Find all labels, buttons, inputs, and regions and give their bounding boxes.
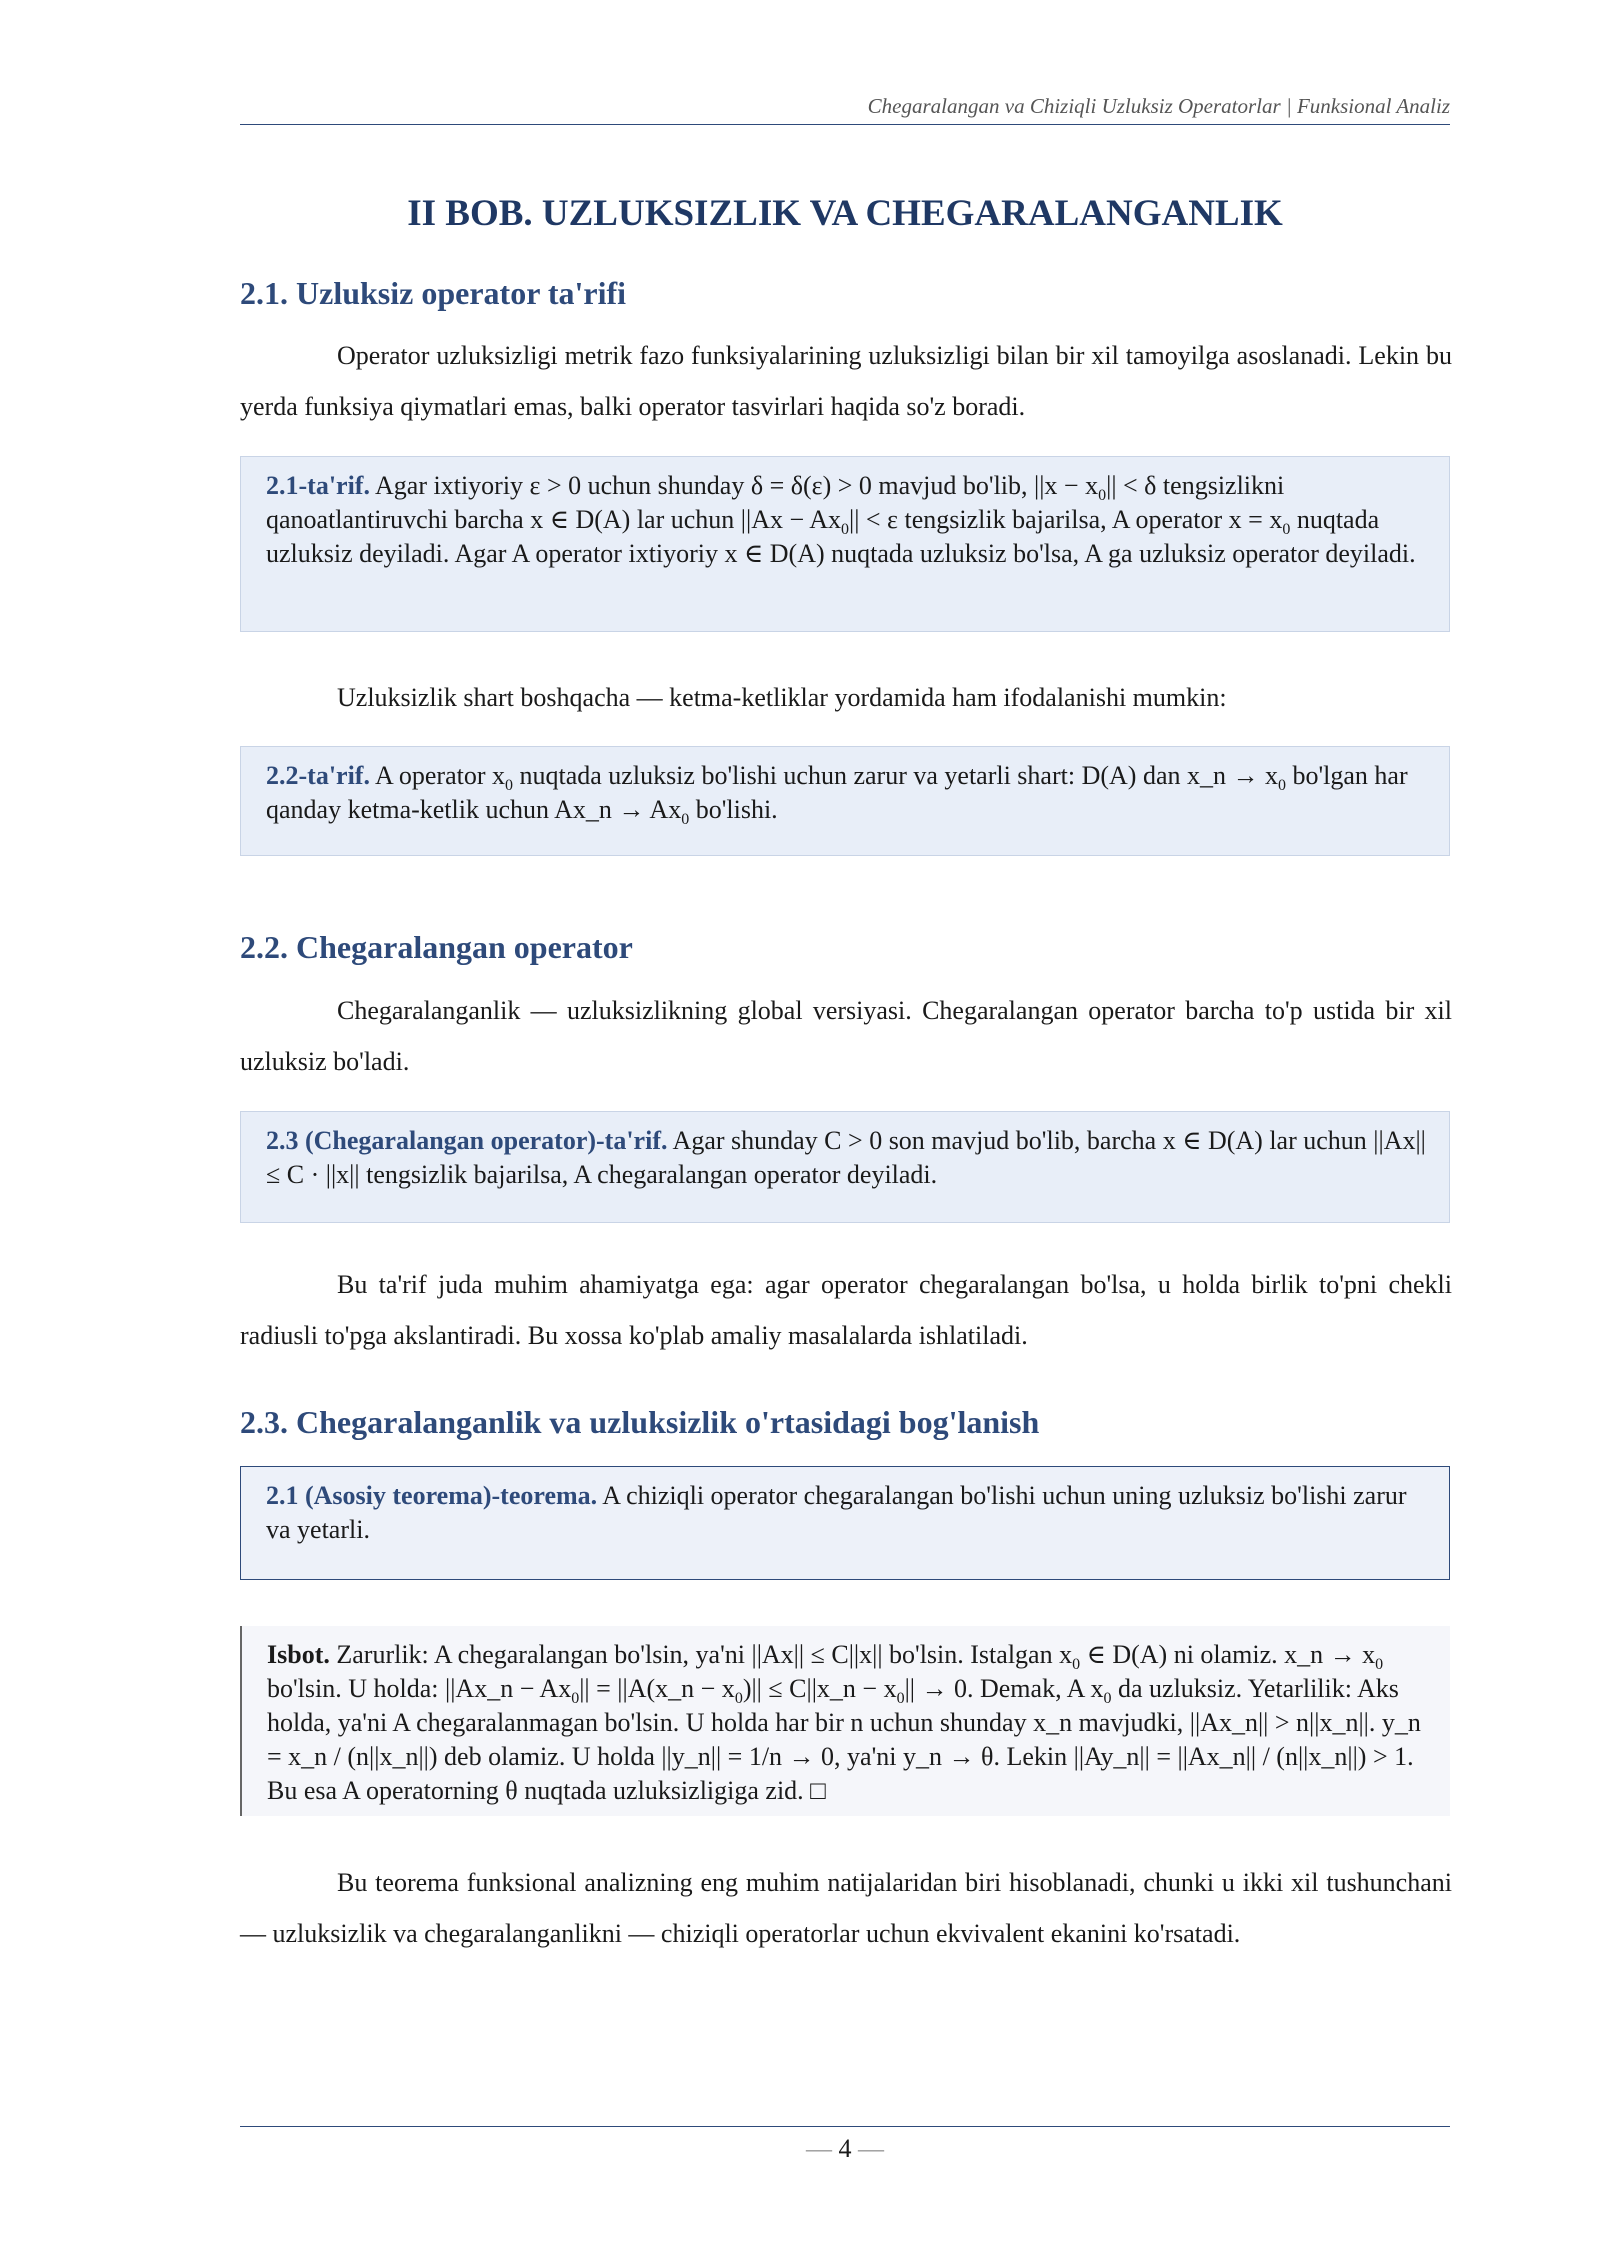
theorem-text: A chiziqli operator chegaralangan bo'lishi uchun uning uzluksiz bo'lishi zarur va yetarli. [266, 1481, 1407, 1544]
header-rule [240, 124, 1450, 125]
section-heading-2-2: 2.2. Chegaralangan operator [240, 929, 633, 965]
subscript: 0 [1282, 521, 1291, 539]
section-2-1-intro: Operator uzluksizligi metrik fazo funksiyalarining uzluksizligi bilan bir xil tamoyilga asoslanadi. Lekin bu yerda funksiya qiymatlari emas, balki operator tasvirlari haqida so'z boradi. [240, 341, 1452, 421]
definition-text: bo'lishi. [689, 795, 778, 824]
proof-text: ∈ D(A) ni olamiz. x_n → x [1080, 1640, 1376, 1669]
subscript: 0 [734, 1690, 743, 1708]
subscript: 0 [1375, 1656, 1384, 1674]
proof-text: || → 0. Demak, A x [904, 1674, 1104, 1703]
section-2-2-intro: Chegaralanganlik — uzluksizlikning global versiyasi. Chegaralangan operator barcha to'p ustida bir xil uzluksiz bo'ladi. [240, 996, 1452, 1076]
section-heading-2-3: 2.3. Chegaralanganlik va uzluksizlik o'rtasidagi bog'lanish [240, 1404, 1040, 1440]
footer-rule [240, 2126, 1450, 2127]
definition-text: nuqtada uzluksiz deyiladi. Agar A operator ixtiyoriy x ∈ D(A) nuqtada uzluksiz bo'lsa, A ga uzluksiz operator deyiladi. [266, 505, 1416, 568]
definition-text: Agar shunday C > 0 son mavjud bo'lib, barcha x ∈ D(A) lar uchun ||Ax|| ≤ C · ||x|| tengsizlik bajarilsa, A chegaralangan operator deyiladi. [266, 1126, 1426, 1189]
page-number-dash-left: — [806, 2134, 839, 2163]
proof-text: da uzluksiz. Yetarlilik: Aks holda, ya'ni A chegaralanmagan bo'lsin. U holda har bir n uchun shunday x_n mavjudki, ||Ax_n|| > n||x_n||. y_n = x_n / (n||x_n||) deb olamiz. U holda ||y_n|| = 1/n → 0, ya'ni y_n → θ. Lekin ||Ay_n|| = ||Ax_n|| / (n||x_n||) > 1. Bu esa A operatorning θ nuqtada uzluksizligiga zid. □ [267, 1674, 1421, 1805]
theorem-box-2-1 [240, 1466, 1450, 1580]
proof-text: || = ||A(x_n − x [579, 1674, 735, 1703]
definition-box-2-3 [240, 1111, 1450, 1223]
page-number [240, 2134, 1450, 2164]
definition-box-2-2 [240, 746, 1450, 856]
subscript: 0 [1098, 487, 1107, 505]
section-heading-2-1: 2.1. Uzluksiz operator ta'rifi [240, 275, 627, 311]
subscript: 0 [1072, 1656, 1081, 1674]
subscript: 0 [840, 521, 849, 539]
definition-term: 2.3 (Chegaralangan operator)-ta'rif. [266, 1126, 668, 1155]
page-number-value: 4 [838, 2134, 852, 2163]
definition-text: || < δ tengsizlikni qanoatlantiruvchi barcha x ∈ D(A) lar uchun ||Ax − Ax [266, 471, 1285, 534]
proof-text: Zarurlik: A chegaralangan bo'lsin, ya'ni ||Ax|| ≤ C||x|| bo'lsin. Istalgan x [329, 1640, 1073, 1669]
definition-term: 2.1-ta'rif. [266, 471, 370, 500]
theorem-term: 2.1 (Asosiy teorema)-teorema. [266, 1481, 598, 1510]
section-2-1-bridge: Uzluksizlik shart boshqacha — ketma-ketliklar yordamida ham ifodalanishi mumkin: [337, 683, 1227, 712]
proof-text: )|| ≤ C||x_n − x [742, 1674, 897, 1703]
subscript: 0 [896, 1690, 905, 1708]
subscript: 0 [571, 1690, 580, 1708]
page-number-dash-right: — [851, 2134, 884, 2163]
definition-text: bo'lgan har qanday ketma-ketlik uchun Ax_n → Ax [266, 761, 1408, 824]
running-header: Chegaralangan va Chiziqli Uzluksiz Operatorlar | Funksional Analiz [867, 94, 1450, 118]
definition-text: || < ε tengsizlik bajarilsa, A operator x = x [848, 505, 1283, 534]
subscript: 0 [1103, 1690, 1112, 1708]
section-2-2-after: Bu ta'rif juda muhim ahamiyatga ega: agar operator chegaralangan bo'lsa, u holda birlik to'pni chekli radiusli to'pga akslantiradi. Bu xossa ko'plab amaliy masalalarda ishlatiladi. [240, 1270, 1452, 1350]
proof-term: Isbot. [267, 1640, 330, 1669]
proof-box [240, 1626, 1450, 1816]
definition-text: A operator x [369, 761, 505, 790]
section-2-3-closing: Bu teorema funksional analizning eng muhim natijalaridan biri hisoblanadi, chunki u ikki xil tushunchani — uzluksizlik va chegaralanganlikni — chiziqli operatorlar uchun ekvivalent ekanini ko'rsatadi. [240, 1868, 1452, 1948]
subscript: 0 [681, 811, 690, 829]
subscript: 0 [505, 777, 513, 795]
subscript: 0 [1277, 777, 1286, 795]
definition-text: Agar ixtiyoriy ε > 0 uchun shunday δ = δ(ε) > 0 mavjud bo'lib, ||x − x [369, 471, 1099, 500]
definition-box-2-1 [240, 456, 1450, 632]
chapter-title: II BOB. UZLUKSIZLIK VA CHEGARALANGANLIK [407, 193, 1283, 234]
proof-text: bo'lsin. U holda: ||Ax_n − Ax [267, 1674, 572, 1703]
definition-text: nuqtada uzluksiz bo'lishi uchun zarur va yetarli shart: D(A) dan x_n → x [513, 761, 1278, 790]
definition-term: 2.2-ta'rif. [266, 761, 370, 790]
